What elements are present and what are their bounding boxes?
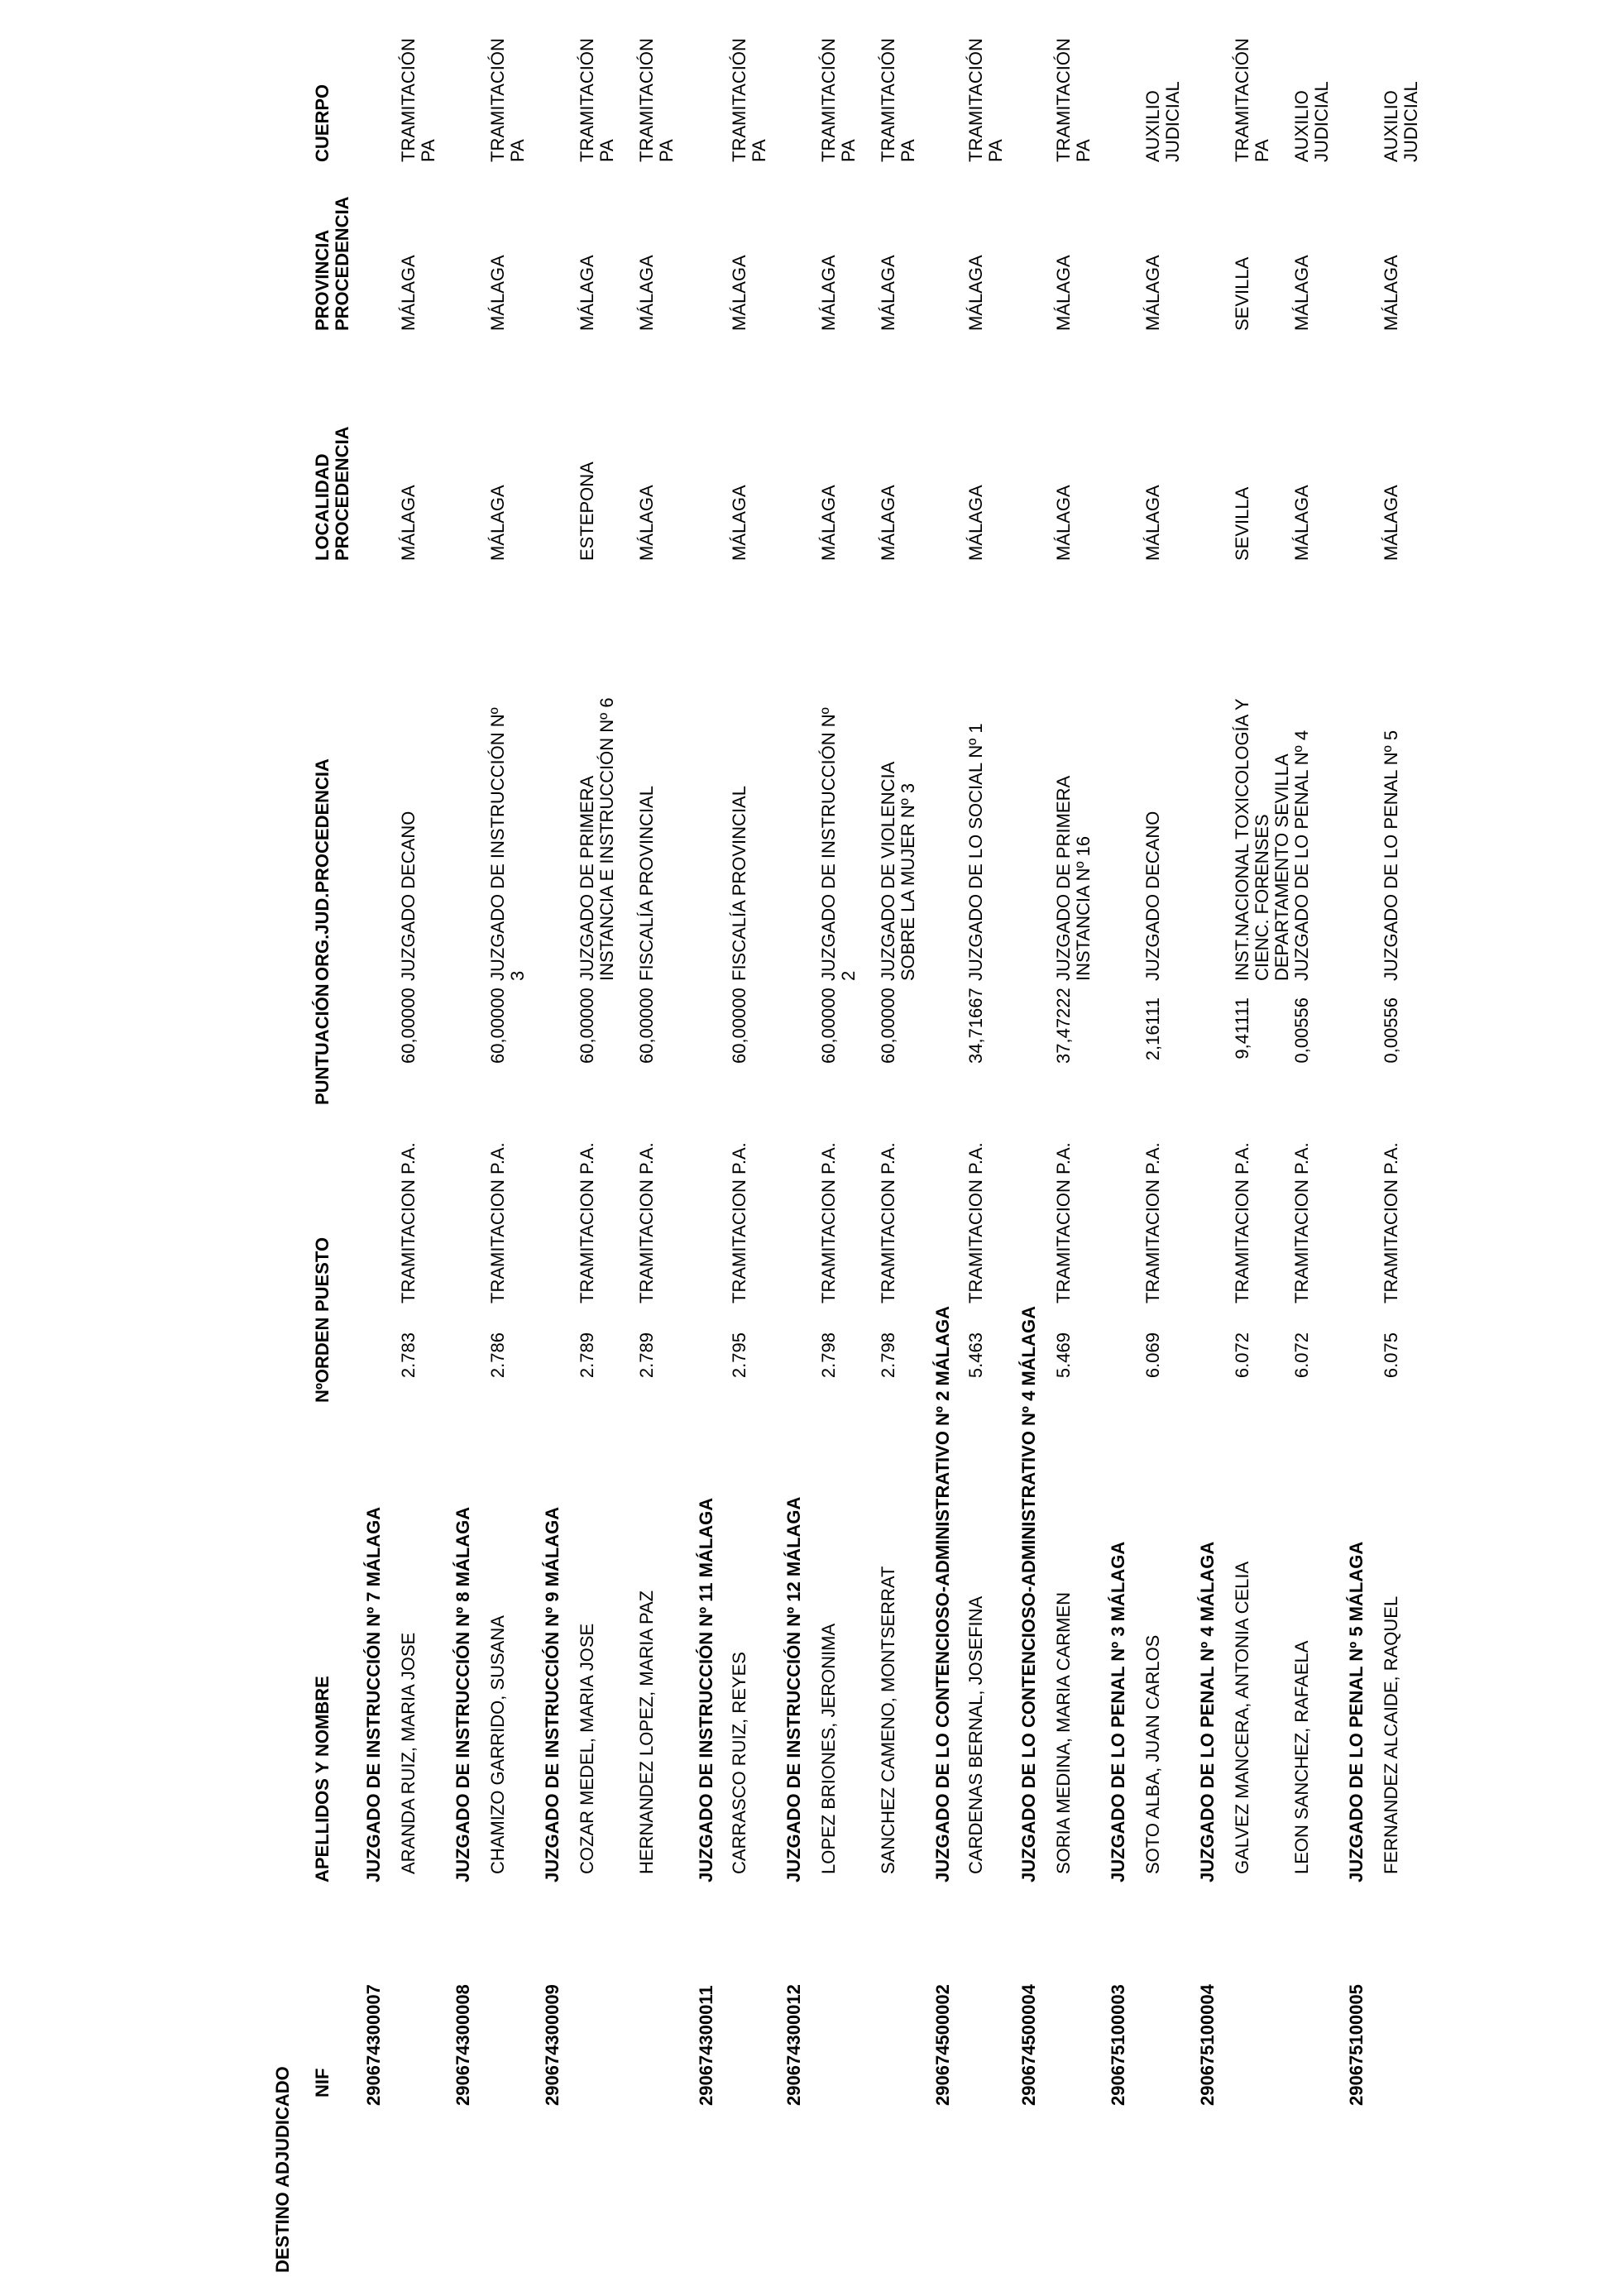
row-puesto: TRAMITACION P.A. xyxy=(1232,1142,1252,1303)
group-code: 290675100003 xyxy=(1108,1984,1128,2106)
row-org-2: INSTANCIA Nº 16 xyxy=(1073,835,1094,981)
row-org-1: FISCALÍA PROVINCIAL xyxy=(636,786,657,981)
group-code: 290674500004 xyxy=(1018,1984,1039,2106)
row-puntuacion: 34,71667 xyxy=(965,988,986,1064)
localidad-header-1: LOCALIDAD xyxy=(312,453,333,561)
group-code: 290674300009 xyxy=(542,1984,563,2106)
row-nombre: SANCHEZ CAMENO, MONTSERRAT xyxy=(878,1566,898,1874)
row-cuerpo-1: AUXILIO xyxy=(1381,90,1401,162)
row-localidad: MÁLAGA xyxy=(1142,485,1163,561)
row-localidad: MÁLAGA xyxy=(1381,485,1401,561)
row-provincia: MÁLAGA xyxy=(398,255,419,331)
row-orden: 2.783 xyxy=(398,1332,419,1379)
row-orden: 5.463 xyxy=(965,1332,986,1379)
row-localidad: ESTEPONA xyxy=(577,462,597,561)
row-localidad: MÁLAGA xyxy=(1291,485,1312,561)
provincia-header-1: PROVINCIA xyxy=(312,229,333,331)
row-nombre: GALVEZ MANCERA, ANTONIA CELIA xyxy=(1232,1561,1252,1874)
row-puntuacion: 60,00000 xyxy=(818,988,839,1064)
row-org-1: JUZGADO DE VIOLENCIA xyxy=(878,761,898,981)
row-cuerpo-1: TRAMITACIÓN xyxy=(965,38,986,162)
localidad-header-2: PROCEDENCIA xyxy=(332,426,352,561)
row-org-2: INSTANCIA E INSTRUCCIÓN Nº 6 xyxy=(596,697,617,981)
row-orden: 2.798 xyxy=(818,1332,839,1379)
row-puesto: TRAMITACION P.A. xyxy=(577,1142,597,1303)
row-localidad: SEVILLA xyxy=(1232,486,1252,561)
row-cuerpo-2: PA xyxy=(1252,139,1272,162)
apellidos-header: APELLIDOS Y NOMBRE xyxy=(312,1676,333,1882)
row-org-2: SOBRE LA MUJER Nº 3 xyxy=(898,782,918,981)
row-org-1: JUZGADO DECANO xyxy=(398,811,419,981)
row-nombre: COZAR MEDEL, MARIA JOSE xyxy=(577,1623,597,1874)
row-puntuacion: 60,00000 xyxy=(398,988,419,1064)
row-localidad: MÁLAGA xyxy=(818,485,839,561)
row-localidad: MÁLAGA xyxy=(487,485,508,561)
group-code: 290674300007 xyxy=(363,1984,384,2106)
row-nombre: FERNANDEZ ALCAIDE, RAQUEL xyxy=(1381,1595,1401,1874)
group-code: 290674300012 xyxy=(783,1984,804,2106)
group-name: JUZGADO DE LO CONTENCIOSO-ADMINISTRATIVO Nº 2 MÁLAGA xyxy=(932,1306,953,1882)
row-provincia: MÁLAGA xyxy=(1381,255,1401,331)
row-orden: 6.072 xyxy=(1232,1332,1252,1379)
row-org-1: JUZGADO DE LO SOCIAL Nº 1 xyxy=(965,723,986,981)
row-cuerpo-1: TRAMITACIÓN xyxy=(1053,38,1074,162)
group-name: JUZGADO DE LO CONTENCIOSO-ADMINISTRATIVO Nº 4 MÁLAGA xyxy=(1018,1306,1039,1882)
row-puesto: TRAMITACION P.A. xyxy=(818,1142,839,1303)
group-code: 290674300008 xyxy=(452,1984,473,2106)
row-provincia: MÁLAGA xyxy=(577,255,597,331)
provincia-header-2: PROCEDENCIA xyxy=(332,196,352,331)
org-header: ORG.JUD.PROCEDENCIA xyxy=(312,758,333,981)
puntuacion-header: PUNTUACIÓN xyxy=(312,983,333,1105)
row-provincia: MÁLAGA xyxy=(1142,255,1163,331)
row-localidad: MÁLAGA xyxy=(965,485,986,561)
destino-header: DESTINO ADJUDICADO xyxy=(272,2066,293,2273)
row-cuerpo-1: TRAMITACIÓN xyxy=(1232,38,1252,162)
group-code: 290675100005 xyxy=(1346,1984,1367,2106)
row-nombre: SOTO ALBA, JUAN CARLOS xyxy=(1142,1634,1163,1874)
row-org-2: CIENC. FORENSES xyxy=(1252,814,1272,981)
row-nombre: LEON SANCHEZ, RAFAELA xyxy=(1291,1640,1312,1874)
row-puesto: TRAMITACION P.A. xyxy=(729,1142,749,1303)
group-code: 290674500002 xyxy=(932,1984,953,2106)
cuerpo-header: CUERPO xyxy=(312,84,333,162)
row-org-1: JUZGADO DE LO PENAL Nº 4 xyxy=(1291,729,1312,981)
row-puesto: TRAMITACION P.A. xyxy=(965,1142,986,1303)
row-cuerpo-1: TRAMITACIÓN xyxy=(577,38,597,162)
row-cuerpo-2: PA xyxy=(507,139,528,162)
row-provincia: MÁLAGA xyxy=(1053,255,1074,331)
row-provincia: SEVILLA xyxy=(1232,256,1252,331)
nif-header: NIF xyxy=(312,2068,333,2097)
row-cuerpo-1: TRAMITACIÓN xyxy=(487,38,508,162)
row-orden: 6.069 xyxy=(1142,1332,1163,1379)
row-localidad: MÁLAGA xyxy=(878,485,898,561)
row-puesto: TRAMITACION P.A. xyxy=(878,1142,898,1303)
row-puntuacion: 60,00000 xyxy=(729,988,749,1064)
row-puesto: TRAMITACION P.A. xyxy=(1291,1142,1312,1303)
row-provincia: MÁLAGA xyxy=(487,255,508,331)
row-orden: 5.469 xyxy=(1053,1332,1074,1379)
row-org-1: FISCALÍA PROVINCIAL xyxy=(729,786,749,981)
row-puntuacion: 60,00000 xyxy=(878,988,898,1064)
row-org-2: 3 xyxy=(507,970,528,981)
row-puesto: TRAMITACION P.A. xyxy=(1381,1142,1401,1303)
group-code: 290675100004 xyxy=(1197,1984,1218,2106)
row-cuerpo-1: TRAMITACIÓN xyxy=(878,38,898,162)
group-name: JUZGADO DE INSTRUCCIÓN Nº 11 MÁLAGA xyxy=(696,1497,716,1882)
row-cuerpo-2: PA xyxy=(985,139,1006,162)
row-localidad: MÁLAGA xyxy=(636,485,657,561)
row-orden: 6.075 xyxy=(1381,1332,1401,1379)
row-nombre: CHAMIZO GARRIDO, SUSANA xyxy=(487,1615,508,1874)
row-org-1: JUZGADO DE INSTRUCCIÓN Nº xyxy=(487,707,508,981)
norden-header: NºORDEN xyxy=(312,1317,333,1403)
row-provincia: MÁLAGA xyxy=(965,255,986,331)
row-org-1: JUZGADO DE PRIMERA xyxy=(1053,775,1074,981)
group-name: JUZGADO DE INSTRUCCIÓN Nº 12 MÁLAGA xyxy=(783,1496,804,1882)
row-org-1: INST.NACIONAL TOXICOLOGÍA Y xyxy=(1232,698,1252,981)
row-cuerpo-1: TRAMITACIÓN xyxy=(398,38,419,162)
row-puntuacion: 37,47222 xyxy=(1053,988,1074,1064)
row-cuerpo-2: PA xyxy=(749,139,769,162)
group-name: JUZGADO DE INSTRUCCIÓN Nº 8 MÁLAGA xyxy=(452,1506,473,1882)
row-localidad: MÁLAGA xyxy=(729,485,749,561)
row-org-2: 2 xyxy=(838,970,859,981)
row-puesto: TRAMITACION P.A. xyxy=(487,1142,508,1303)
row-nombre: LOPEZ BRIONES, JERONIMA xyxy=(818,1623,839,1874)
row-cuerpo-2: JUDICIAL xyxy=(1311,81,1332,162)
row-orden: 2.798 xyxy=(878,1332,898,1379)
row-puntuacion: 60,00000 xyxy=(636,988,657,1064)
row-puntuacion: 2,16111 xyxy=(1142,997,1163,1061)
row-cuerpo-1: TRAMITACIÓN xyxy=(636,38,657,162)
row-cuerpo-1: TRAMITACIÓN xyxy=(818,38,839,162)
row-nombre: CARDENAS BERNAL, JOSEFINA xyxy=(965,1595,986,1874)
row-puesto: TRAMITACION P.A. xyxy=(636,1142,657,1303)
row-cuerpo-2: PA xyxy=(596,139,617,162)
row-cuerpo-1: AUXILIO xyxy=(1291,90,1312,162)
row-nombre: CARRASCO RUIZ, REYES xyxy=(729,1652,749,1874)
row-cuerpo-2: JUDICIAL xyxy=(1400,81,1421,162)
row-orden: 2.789 xyxy=(636,1332,657,1379)
row-cuerpo-2: PA xyxy=(418,139,438,162)
row-cuerpo-2: PA xyxy=(898,139,918,162)
row-org-3: DEPARTAMENTO SEVILLA xyxy=(1271,753,1292,981)
row-puntuacion: 60,00000 xyxy=(487,988,508,1064)
row-localidad: MÁLAGA xyxy=(398,485,419,561)
row-nombre: ARANDA RUIZ, MARIA JOSE xyxy=(398,1632,419,1874)
row-orden: 2.786 xyxy=(487,1332,508,1379)
group-name: JUZGADO DE INSTRUCCIÓN Nº 7 MÁLAGA xyxy=(363,1506,384,1882)
row-puntuacion: 9,41111 xyxy=(1232,997,1252,1060)
row-puntuacion: 60,00000 xyxy=(577,988,597,1064)
row-puesto: TRAMITACION P.A. xyxy=(1053,1142,1074,1303)
row-provincia: MÁLAGA xyxy=(818,255,839,331)
row-cuerpo-2: PA xyxy=(656,139,677,162)
row-cuerpo-2: JUDICIAL xyxy=(1162,81,1183,162)
row-provincia: MÁLAGA xyxy=(636,255,657,331)
group-name: JUZGADO DE LO PENAL Nº 3 MÁLAGA xyxy=(1108,1541,1128,1882)
row-localidad: MÁLAGA xyxy=(1053,485,1074,561)
row-nombre: HERNANDEZ LOPEZ, MARIA PAZ xyxy=(636,1590,657,1874)
row-org-1: JUZGADO DE INSTRUCCIÓN Nº xyxy=(818,707,839,981)
row-puntuacion: 0,00556 xyxy=(1381,997,1401,1064)
row-puesto: TRAMITACION P.A. xyxy=(398,1142,419,1303)
group-name: JUZGADO DE LO PENAL Nº 4 MÁLAGA xyxy=(1197,1541,1218,1882)
row-org-1: JUZGADO DE PRIMERA xyxy=(577,775,597,981)
row-cuerpo-2: PA xyxy=(1073,139,1094,162)
row-nombre: SORIA MEDINA, MARIA CARMEN xyxy=(1053,1591,1074,1874)
row-cuerpo-1: AUXILIO xyxy=(1142,90,1163,162)
row-orden: 2.795 xyxy=(729,1332,749,1379)
row-puesto: TRAMITACION P.A. xyxy=(1142,1142,1163,1303)
group-code: 290674300011 xyxy=(696,1985,716,2106)
row-provincia: MÁLAGA xyxy=(878,255,898,331)
row-org-1: JUZGADO DE LO PENAL Nº 5 xyxy=(1381,729,1401,981)
row-org-1: JUZGADO DECANO xyxy=(1142,811,1163,981)
row-orden: 2.789 xyxy=(577,1332,597,1379)
puesto-header: PUESTO xyxy=(312,1236,333,1312)
group-name: JUZGADO DE LO PENAL Nº 5 MÁLAGA xyxy=(1346,1541,1367,1882)
row-provincia: MÁLAGA xyxy=(729,255,749,331)
row-orden: 6.072 xyxy=(1291,1332,1312,1379)
group-name: JUZGADO DE INSTRUCCIÓN Nº 9 MÁLAGA xyxy=(542,1506,563,1882)
row-provincia: MÁLAGA xyxy=(1291,255,1312,331)
row-cuerpo-1: TRAMITACIÓN xyxy=(729,38,749,162)
row-cuerpo-2: PA xyxy=(838,139,859,162)
row-puntuacion: 0,00556 xyxy=(1291,997,1312,1064)
